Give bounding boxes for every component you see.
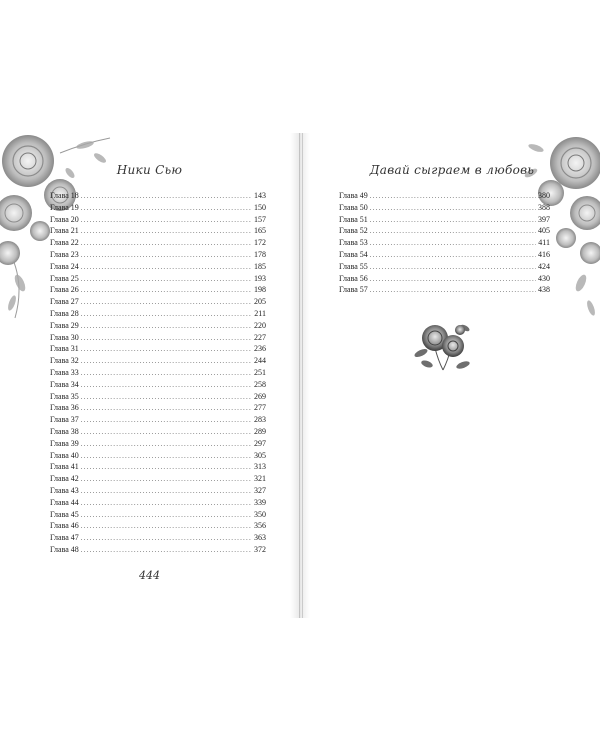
toc-entry <box>50 438 266 450</box>
toc-chapter-label: Глава 31 <box>50 344 79 354</box>
toc-chapter-label: Глава 52 <box>339 226 368 236</box>
toc-leader-dots <box>81 510 252 522</box>
toc-page-number: 244 <box>254 356 266 366</box>
toc-page-number: 157 <box>254 214 266 224</box>
toc-entry <box>50 214 266 226</box>
toc-page-number: 143 <box>254 191 266 200</box>
toc-entry <box>50 332 266 344</box>
toc-page-number: 397 <box>538 214 550 224</box>
toc-leader-dots <box>81 356 252 368</box>
toc-leader-dots <box>81 309 253 321</box>
toc-entry <box>50 532 266 544</box>
toc-leader-dots <box>81 262 252 274</box>
toc-page-number: 283 <box>254 415 266 425</box>
toc-page-number: 372 <box>254 544 266 554</box>
toc-leader-dots <box>370 285 536 297</box>
toc-entry <box>339 284 550 296</box>
toc-page-number: 211 <box>254 308 266 318</box>
spine-shadow <box>290 133 310 618</box>
toc-page-number: 198 <box>254 285 266 295</box>
toc-leader-dots <box>81 215 252 227</box>
toc-entry <box>50 544 266 556</box>
toc-entry <box>50 402 266 414</box>
toc-page-number: 405 <box>538 226 550 236</box>
toc-page-number: 178 <box>254 249 266 259</box>
toc-entry <box>50 426 266 438</box>
toc-entry <box>339 225 550 237</box>
right-page <box>302 133 600 618</box>
toc-chapter-label: Глава 41 <box>50 462 79 472</box>
toc-entry <box>50 497 266 509</box>
toc-leader-dots <box>370 274 536 286</box>
toc-chapter-label: Глава 29 <box>50 320 79 330</box>
toc-leader-dots <box>81 427 252 439</box>
toc-entry <box>50 473 266 485</box>
toc-chapter-label: Глава 27 <box>50 297 79 307</box>
toc-leader-dots <box>81 203 252 215</box>
toc-page-number: 220 <box>254 320 266 330</box>
toc-leader-dots <box>370 226 536 238</box>
toc-page-number: 165 <box>254 226 266 236</box>
toc-page-number: 172 <box>254 238 266 248</box>
toc-entry <box>50 273 266 285</box>
toc-leader-dots <box>81 274 252 286</box>
toc-chapter-label: Глава 44 <box>50 497 79 507</box>
toc-leader-dots <box>370 215 536 227</box>
toc-entry <box>339 190 550 202</box>
toc-entry <box>339 237 550 249</box>
toc-leader-dots <box>81 333 252 345</box>
toc-entry <box>50 249 266 261</box>
toc-page-number: 305 <box>254 450 266 460</box>
toc-page-number: 380 <box>538 191 550 200</box>
toc-page-number: 297 <box>254 438 266 448</box>
toc-page-number: 269 <box>254 391 266 401</box>
toc-chapter-label: Глава 37 <box>50 415 79 425</box>
toc-page-number: 193 <box>254 273 266 283</box>
toc-entry <box>50 320 266 332</box>
toc-leader-dots <box>81 368 252 380</box>
toc-chapter-label: Глава 43 <box>50 485 79 495</box>
toc-entry <box>50 485 266 497</box>
toc-chapter-label: Глава 21 <box>50 226 79 236</box>
toc-chapter-label: Глава 32 <box>50 356 79 366</box>
toc-page-number: 438 <box>538 285 550 295</box>
toc-leader-dots <box>81 486 252 498</box>
toc-chapter-label: Глава 48 <box>50 544 79 554</box>
toc-chapter-label: Глава 39 <box>50 438 79 448</box>
toc-leader-dots <box>81 521 252 533</box>
toc-leader-dots <box>81 451 252 463</box>
toc-leader-dots <box>81 297 252 309</box>
running-head-author: Ники Сью <box>116 163 183 177</box>
toc-chapter-label: Глава 28 <box>50 308 79 318</box>
toc-chapter-label: Глава 51 <box>339 214 368 224</box>
toc-chapter-label: Глава 19 <box>50 202 79 212</box>
toc-chapter-label: Глава 33 <box>50 367 79 377</box>
toc-chapter-label: Глава 57 <box>339 285 368 295</box>
toc-entry <box>50 296 266 308</box>
toc-leader-dots <box>370 203 536 215</box>
toc-entry <box>50 367 266 379</box>
toc-leader-dots <box>81 545 252 557</box>
table-of-contents-left <box>50 190 266 556</box>
toc-leader-dots <box>81 462 252 474</box>
toc-leader-dots <box>81 191 252 203</box>
toc-leader-dots <box>81 285 252 297</box>
toc-chapter-label: Глава 47 <box>50 533 79 543</box>
toc-page-number: 185 <box>254 261 266 271</box>
toc-entry <box>339 214 550 226</box>
toc-chapter-label: Глава 18 <box>50 191 79 200</box>
toc-chapter-label: Глава 20 <box>50 214 79 224</box>
toc-entry <box>50 343 266 355</box>
toc-leader-dots <box>370 238 537 250</box>
toc-chapter-label: Глава 35 <box>50 391 79 401</box>
toc-entry <box>50 509 266 521</box>
toc-chapter-label: Глава 54 <box>339 249 368 259</box>
toc-page-number: 289 <box>254 426 266 436</box>
toc-leader-dots <box>81 392 252 404</box>
toc-leader-dots <box>81 380 252 392</box>
toc-chapter-label: Глава 46 <box>50 521 79 531</box>
running-head-title: Давай сыграем в любовь <box>369 163 535 177</box>
toc-chapter-label: Глава 24 <box>50 261 79 271</box>
toc-page-number: 327 <box>254 485 266 495</box>
toc-page-number: 363 <box>254 533 266 543</box>
toc-page-number: 416 <box>538 249 550 259</box>
toc-page-number: 227 <box>254 332 266 342</box>
toc-leader-dots <box>81 226 252 238</box>
toc-chapter-label: Глава 50 <box>339 202 368 212</box>
toc-page-number: 258 <box>254 379 266 389</box>
toc-entry <box>50 520 266 532</box>
toc-chapter-label: Глава 26 <box>50 285 79 295</box>
toc-leader-dots <box>370 250 536 262</box>
toc-leader-dots <box>81 238 252 250</box>
toc-entry <box>50 225 266 237</box>
toc-entry <box>50 461 266 473</box>
toc-entry <box>339 249 550 261</box>
toc-chapter-label: Глава 36 <box>50 403 79 413</box>
toc-page-number: 339 <box>254 497 266 507</box>
toc-chapter-label: Глава 22 <box>50 238 79 248</box>
toc-leader-dots <box>81 344 252 356</box>
toc-page-number: 205 <box>254 297 266 307</box>
toc-entry <box>50 284 266 296</box>
toc-entry <box>50 450 266 462</box>
toc-entry <box>50 391 266 403</box>
toc-entry <box>339 261 550 273</box>
toc-chapter-label: Глава 49 <box>339 191 368 200</box>
toc-leader-dots <box>81 474 252 486</box>
toc-entry <box>50 190 266 202</box>
toc-leader-dots <box>81 498 252 510</box>
toc-entry <box>50 379 266 391</box>
toc-page-number: 236 <box>254 344 266 354</box>
toc-chapter-label: Глава 45 <box>50 509 79 519</box>
toc-leader-dots <box>81 415 252 427</box>
toc-leader-dots <box>370 191 536 203</box>
toc-entry <box>50 414 266 426</box>
toc-entry <box>50 355 266 367</box>
toc-chapter-label: Глава 30 <box>50 332 79 342</box>
table-of-contents-right <box>339 190 550 296</box>
toc-chapter-label: Глава 23 <box>50 249 79 259</box>
rose-bouquet-icon <box>413 318 473 373</box>
toc-page-number: 277 <box>254 403 266 413</box>
toc-page-number: 424 <box>538 261 550 271</box>
toc-chapter-label: Глава 34 <box>50 379 79 389</box>
toc-entry <box>339 273 550 285</box>
toc-leader-dots <box>81 403 252 415</box>
toc-page-number: 430 <box>538 273 550 283</box>
toc-chapter-label: Глава 40 <box>50 450 79 460</box>
toc-page-number: 321 <box>254 474 266 484</box>
toc-entry <box>50 308 266 320</box>
toc-page-number: 388 <box>538 202 550 212</box>
toc-page-number: 350 <box>254 509 266 519</box>
book-spread <box>0 133 600 618</box>
toc-leader-dots <box>81 321 252 333</box>
toc-page-number: 313 <box>254 462 266 472</box>
toc-leader-dots <box>81 533 252 545</box>
toc-leader-dots <box>370 262 536 274</box>
toc-entry <box>339 202 550 214</box>
toc-page-number: 411 <box>538 238 550 248</box>
toc-chapter-label: Глава 55 <box>339 261 368 271</box>
toc-entry <box>50 261 266 273</box>
toc-leader-dots <box>81 439 252 451</box>
toc-leader-dots <box>81 250 252 262</box>
toc-chapter-label: Глава 25 <box>50 273 79 283</box>
toc-chapter-label: Глава 53 <box>339 238 368 248</box>
toc-page-number: 251 <box>254 367 266 377</box>
toc-chapter-label: Глава 42 <box>50 474 79 484</box>
toc-entry <box>50 237 266 249</box>
toc-chapter-label: Глава 56 <box>339 273 368 283</box>
toc-page-number: 356 <box>254 521 266 531</box>
toc-entry <box>50 202 266 214</box>
toc-chapter-label: Глава 38 <box>50 426 79 436</box>
page-number: 444 <box>139 569 160 582</box>
left-page <box>0 133 300 618</box>
toc-page-number: 150 <box>254 202 266 212</box>
